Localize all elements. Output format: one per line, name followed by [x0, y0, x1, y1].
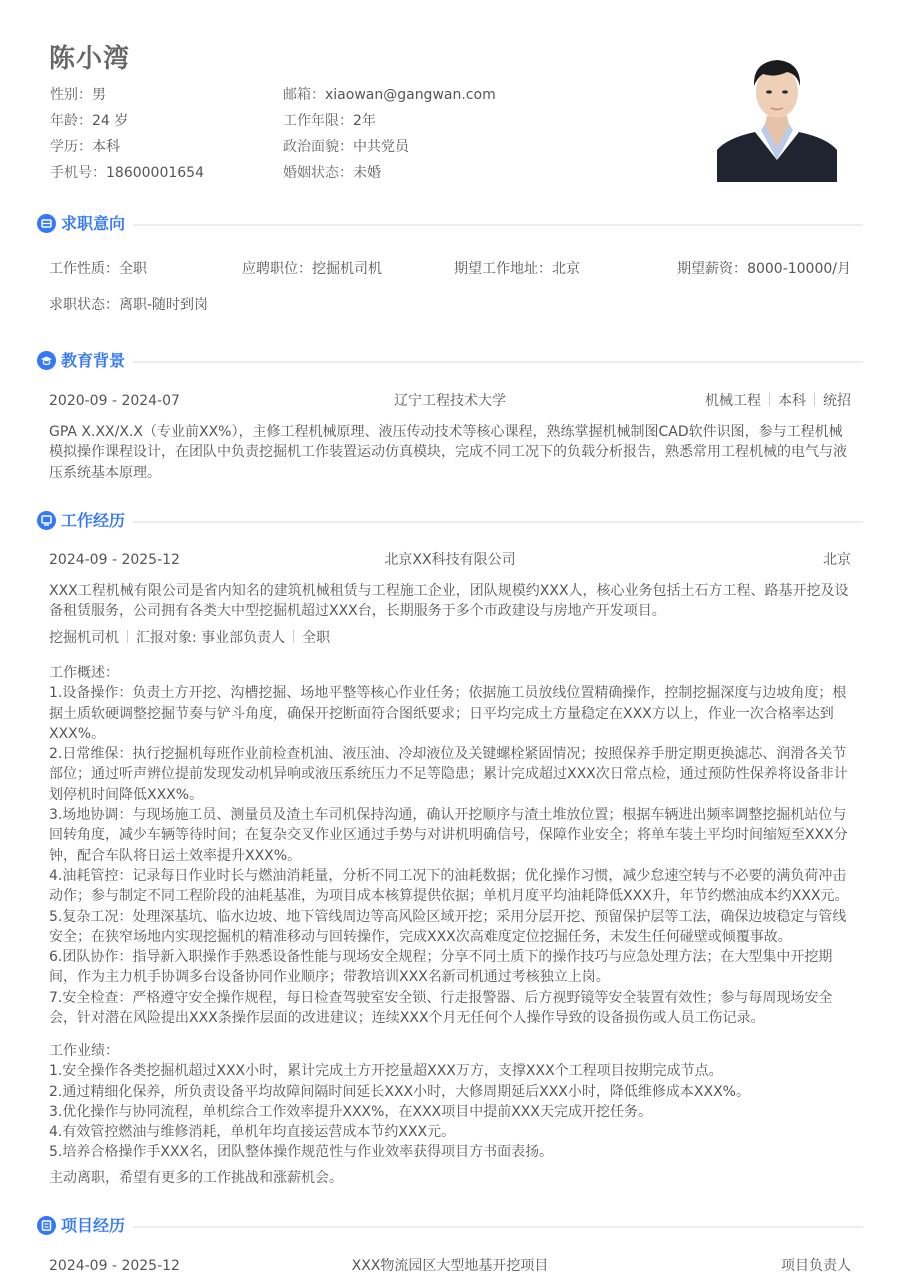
work-city: 北京: [823, 552, 851, 568]
education-school: 辽宁工程技术大学: [394, 393, 506, 409]
work-row: [49, 550, 851, 570]
section-divider: [133, 224, 863, 226]
work-achievement-item: 5.培养合格操作手XXX名，团队整体操作规范性与作业效率获得项目方书面表扬。: [49, 1144, 554, 1161]
work-leave-reason: 主动离职，希望有更多的工作挑战和涨薪机会。: [49, 1170, 343, 1186]
info-email: 邮箱：xiaowan@gangwan.com: [283, 87, 496, 103]
section-divider: [133, 361, 863, 363]
work-overview-item: 2.日常维保：执行挖掘机每班作业前检查机油、液压油、冷却液位及关键螺栓紧固情况；按照保养手册定期更换滤芯、润滑各关节部位；通过听声辨位提前发现发动机异响或液压系统压力不足等隐患；累计完成超过XXX次日常点检，通过预防性保养将设备非计划停机时间降低XXX%。: [49, 746, 848, 803]
tag-separator: [769, 393, 770, 406]
education-period: 2020-09 - 2024-07: [49, 393, 180, 409]
intention-status: 求职状态：离职-随时到岗: [49, 297, 209, 313]
tag-separator: [293, 630, 294, 643]
intention-salary: 期望薪资：8000-10000/月: [677, 261, 851, 277]
work-company-description: XXX工程机械有限公司是省内知名的建筑机械租赁与工程施工企业，团队规模约XXX人，核心业务包括土石方工程、路基开挖及设备租赁服务，公司拥有各类大中型挖掘机超过XXX台，长期服务于多个市政建设与房地产开发项目。: [49, 583, 849, 620]
graduation-cap-icon: [37, 351, 56, 370]
section-header-work: 工作经历: [37, 509, 863, 533]
work-overview-item: 1.设备操作：负责土方开挖、沟槽挖掘、场地平整等核心作业任务；依据施工员放线位置精确操作，控制挖掘深度与边坡角度；根据土质软硬调整挖掘节奏与铲斗角度，确保开挖断面符合图纸要求；日平均完成土方量稳定在XXX方以上，作业一次合格率达到XXX%。: [49, 685, 847, 742]
info-political-status: 政治面貌：中共党员: [283, 139, 409, 155]
intention-job-type: 工作性质：全职: [49, 261, 147, 277]
education-row: [49, 391, 851, 411]
work-achievements-title: 工作业绩：: [49, 1043, 119, 1059]
info-age: 年龄：24 岁: [50, 113, 129, 129]
work-overview-item: 7.安全检查：严格遵守安全操作规程，每日检查驾驶室安全锁、行走报警器、后方视野镜等安全装置有效性；参与每周现场安全会，针对潜在风险提出XXX条操作层面的改进建议；连续XXX个月无任何个人操作导致的设备损伤或人员工伤记录。: [49, 989, 833, 1027]
intention-location: 期望工作地址：北京: [454, 261, 580, 277]
briefcase-icon: [37, 214, 56, 233]
work-tags: 挖掘机司机 汇报对象: 事业部负责人 全职: [49, 630, 331, 646]
project-row: [49, 1256, 851, 1275]
tag-separator: [814, 393, 815, 406]
info-education: 学历：本科: [50, 139, 120, 155]
work-overview-item: 3.场地协调：与现场施工员、测量员及渣土车司机保持沟通，确认开挖顺序与渣土堆放位置；根据车辆进出频率调整挖掘机站位与回转角度，减少车辆等待时间；在复杂交叉作业区通过手势与对讲机明确信号，保障作业安全；将单车装土平均时间缩短至XXX分钟，配合车队将日运土效率提升XXX%。: [49, 807, 848, 864]
section-header-education: 教育背景: [37, 349, 863, 373]
section-header-intention: 求职意向: [37, 212, 863, 236]
monitor-icon: [37, 511, 56, 530]
portrait-icon: [717, 50, 837, 182]
work-overview-item: 4.油耗管控：记录每日作业时长与燃油消耗量，分析不同工况下的油耗数据；优化操作习惯，减少怠速空转与不必要的满负荷冲击动作；参与制定不同工程阶段的油耗基准，为项目成本核算提供依据；单机月度平均油耗降低XXX升，年节约燃油成本约XXX元。: [49, 867, 849, 905]
work-company: 北京XX科技有限公司: [384, 552, 516, 568]
tag-separator: [127, 630, 128, 643]
education-description: GPA X.XX/X.X（专业前XX%），主修工程机械原理、液压传动技术等核心课程，熟练掌握机械制图CAD软件识图，参与工程机械模拟操作课程设计，在团队中负责挖掘机工作装置运动仿真模块，完成不同工况下的负载分析报告，熟悉常用工程机械的电气与液压系统基本原理。: [49, 424, 847, 481]
work-achievement-item: 1.安全操作各类挖掘机超过XXX小时，累计完成土方开挖量超XXX万方，支撑XXX个工程项目按期完成节点。: [49, 1063, 723, 1080]
section-divider: [133, 521, 863, 523]
work-achievement-item: 2.通过精细化保养，所负责设备平均故障间隔时间延长XXX小时，大修周期延后XXX小时，降低维修成本XXX%。: [49, 1083, 750, 1100]
education-tags: 机械工程 本科 统招: [705, 393, 851, 409]
work-overview-item: 6.团队协作：指导新入职操作手熟悉设备性能与现场安全规程；分享不同土质下的操作技巧与应急处理方法；在大型集中开挖期间，作为主力机手协调多台设备协同作业顺序；带教培训XXX名新司机通过考核独立上岗。: [49, 949, 833, 986]
info-marital-status: 婚姻状态：未婚: [283, 165, 381, 181]
intention-position: 应聘职位：挖掘机司机: [242, 261, 382, 277]
project-period: 2024-09 - 2025-12: [49, 1258, 180, 1274]
work-period: 2024-09 - 2025-12: [49, 552, 180, 568]
work-achievement-item: 4.有效管控燃油与维修消耗，单机年均直接运营成本节约XXX元。: [49, 1124, 456, 1141]
work-overview-item: 5.复杂工况：处理深基坑、临水边坡、地下管线周边等高风险区域开挖；采用分层开挖、预留保护层等工法，确保边坡稳定与管线安全；在狭窄场地内实现挖掘机的精准移动与回转操作，完成XXX次高难度定位挖掘任务，未发生任何碰壁或倾覆事故。: [49, 908, 847, 945]
project-role: 项目负责人: [781, 1258, 851, 1274]
section-header-project: 项目经历: [37, 1214, 863, 1238]
work-overview-title: 工作概述：: [49, 665, 119, 681]
section-divider: [133, 1226, 863, 1228]
document-icon: [37, 1216, 56, 1235]
info-gender: 性别：男: [50, 87, 106, 103]
work-achievements: [49, 1041, 852, 1163]
info-phone: 手机号：18600001654: [50, 165, 204, 181]
info-work-years: 工作年限：2年: [283, 113, 376, 129]
work-overview: [49, 663, 852, 1028]
candidate-name: 陈小湾: [49, 44, 131, 74]
profile-photo: [717, 50, 837, 182]
work-achievement-item: 3.优化操作与协同流程，单机综合工作效率提升XXX%，在XXX项目中提前XXX天完成开挖任务。: [49, 1103, 652, 1120]
project-name: XXX物流园区大型地基开挖项目: [351, 1258, 549, 1274]
